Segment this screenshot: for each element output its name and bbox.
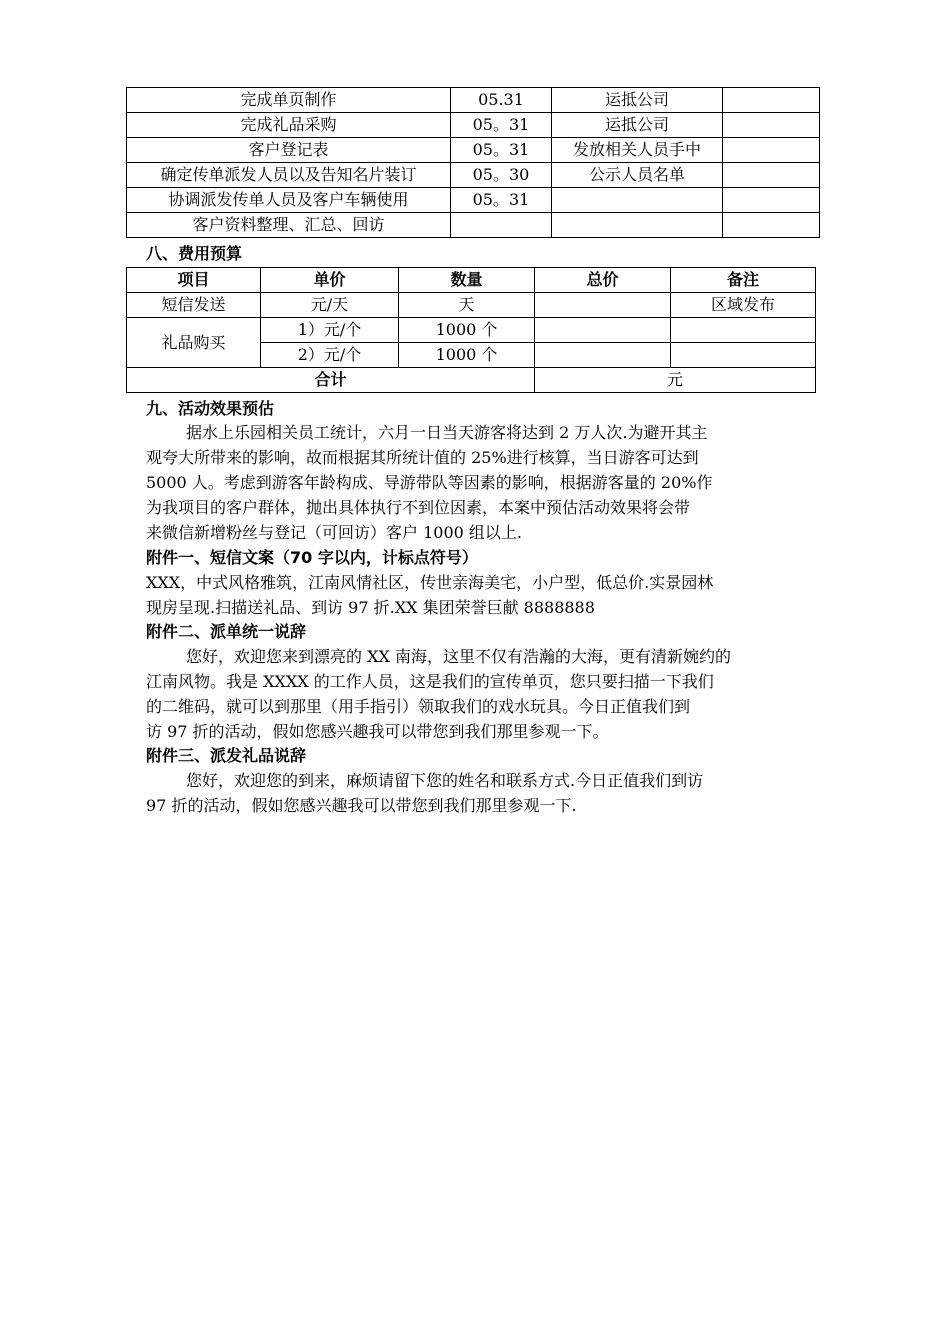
budget-heading: 八、费用预算 [146,244,243,263]
note-cell [671,343,816,368]
task-cell: 客户登记表 [127,138,451,163]
task-cell: 确定传单派发人员以及告知名片装订 [127,163,451,188]
attachment2-heading: 附件二、派单统一说辞 [146,622,307,641]
price-cell: 1）元/个 [261,318,399,343]
date-cell: 05。30 [451,163,552,188]
task-cell: 客户资料整理、汇总、回访 [127,213,451,238]
paragraph-line: 97 折的活动，假如您感兴趣我可以带您到我们那里参观一下. [146,796,577,815]
note-cell [552,213,723,238]
column-header: 数量 [399,268,535,293]
extra-cell [723,163,820,188]
note-cell: 公示人员名单 [552,163,723,188]
paragraph-line: 江南风物。我是 XXXX 的工作人员，这是我们的宣传单页，您只要扫描一下我们 [146,672,714,691]
extra-cell [723,213,820,238]
item-cell: 短信发送 [127,293,261,318]
budget-table [126,267,816,393]
qty-cell: 天 [399,293,535,318]
note-cell: 运抵公司 [552,113,723,138]
price-cell: 2）元/个 [261,343,399,368]
task-cell: 完成礼品采购 [127,113,451,138]
column-header: 项目 [127,268,261,293]
date-cell: 05.31 [451,88,552,113]
table-row [127,113,820,138]
attachment1-heading: 附件一、短信文案（70 字以内，计标点符号） [146,548,478,567]
paragraph-line: 为我项目的客户群体，抛出具体执行不到位因素，本案中预估活动效果将会带 [146,498,691,517]
qty-cell: 1000 个 [399,343,535,368]
note-cell [552,188,723,213]
column-header: 总价 [535,268,671,293]
paragraph-line: 您好，欢迎您的到来，麻烦请留下您的姓名和联系方式.今日正值我们到访 [186,771,704,790]
table-row [127,293,816,318]
total-cell [535,343,671,368]
table-header-row [127,268,816,293]
table-row [127,163,820,188]
table-row [127,88,820,113]
qty-cell: 1000 个 [399,318,535,343]
paragraph-line: 访 97 折的活动，假如您感兴趣我可以带您到我们那里参观一下。 [146,722,609,741]
paragraph-line: 您好，欢迎您来到漂亮的 XX 南海，这里不仅有浩瀚的大海，更有清新婉约的 [186,647,731,666]
note-cell: 发放相关人员手中 [552,138,723,163]
attachment2-text [146,644,808,744]
extra-cell [723,113,820,138]
attachment3-text [146,768,808,818]
attachment3-heading: 附件三、派发礼品说辞 [146,746,307,765]
extra-cell [723,188,820,213]
table-row [127,213,820,238]
paragraph-line: XXX，中式风格雅筑，江南风情社区，传世亲海美宅，小户型，低总价.实景园林 [146,573,714,592]
effect-paragraph [146,420,808,545]
note-cell: 运抵公司 [552,88,723,113]
schedule-table [126,87,820,238]
table-row [127,188,820,213]
paragraph-line: 5000 人。考虑到游客年龄构成、导游带队等因素的影响，根据游客量的 20%作 [146,473,713,492]
date-cell: 05。31 [451,188,552,213]
price-cell: 元/天 [261,293,399,318]
column-header: 单价 [261,268,399,293]
total-cell [535,293,671,318]
table-row [127,368,816,393]
paragraph-line: 的二维码，就可以到那里（用手指引）领取我们的戏水玩具。今日正值我们到 [146,697,691,716]
paragraph-line: 观夸大所带来的影响，故而根据其所统计值的 25%进行核算，当日游客可达到 [146,448,699,467]
paragraph-line: 据水上乐园相关员工统计，六月一日当天游客将达到 2 万人次.为避开其主 [186,423,708,442]
item-cell: 礼品购买 [127,318,261,368]
total-value-cell: 元 [535,368,816,393]
paragraph-line: 来微信新增粉丝与登记（可回访）客户 1000 组以上. [146,523,522,542]
column-header: 备注 [671,268,816,293]
table-row [127,138,820,163]
effect-heading: 九、活动效果预估 [146,399,275,418]
paragraph-line: 现房呈现.扫描送礼品、到访 97 折.XX 集团荣誉巨献 8888888 [146,598,595,617]
task-cell: 完成单页制作 [127,88,451,113]
extra-cell [723,138,820,163]
table-row [127,318,816,343]
date-cell: 05。31 [451,113,552,138]
date-cell: 05。31 [451,138,552,163]
note-cell [671,318,816,343]
date-cell [451,213,552,238]
attachment1-text [146,570,808,620]
note-cell: 区域发布 [671,293,816,318]
extra-cell [723,88,820,113]
task-cell: 协调派发传单人员及客户车辆使用 [127,188,451,213]
total-label-cell: 合计 [127,368,535,393]
total-cell [535,318,671,343]
